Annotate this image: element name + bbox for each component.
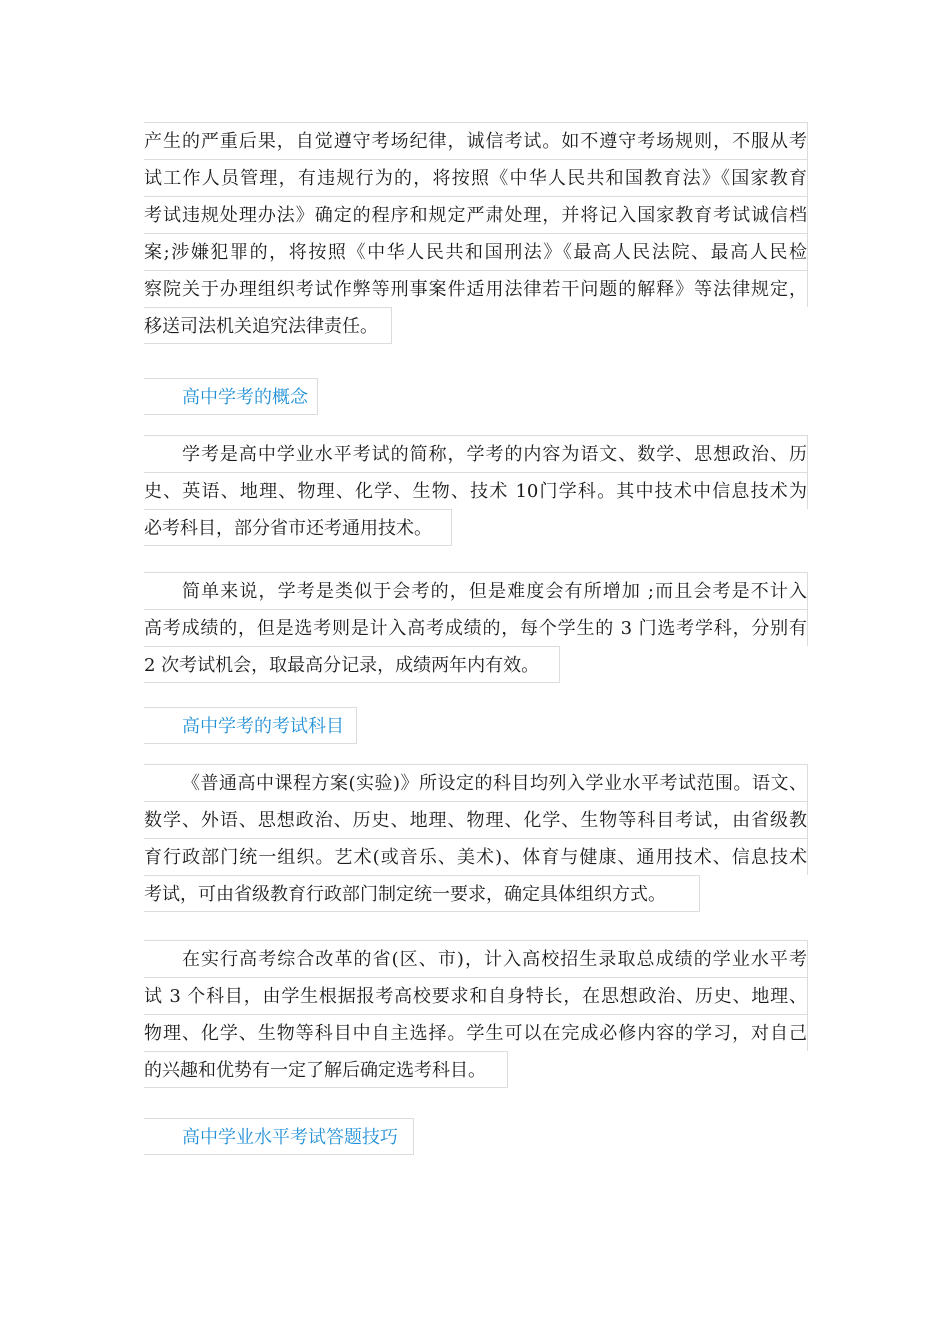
- section-heading-tips: 高中学业水平考试答题技巧: [144, 1118, 414, 1155]
- text-line: 移送司法机关追究法律责任。: [144, 307, 392, 344]
- text-line: 2 次考试机会，取最高分记录，成绩两年内有效。: [144, 646, 560, 683]
- section-heading-subjects: 高中学考的考试科目: [144, 707, 357, 744]
- text-line: 简单来说，学考是类似于会考的，但是难度会有所增加 ;而且会考是不计入: [144, 572, 808, 609]
- text-line: 必考科目，部分省市还考通用技术。: [144, 509, 452, 546]
- text-line: 察院关于办理组织考试作弊等刑事案件适用法律若干问题的解释》等法律规定，: [144, 270, 808, 307]
- text-line: 育行政部门统一组织。艺术(或音乐、美术)、体育与健康、通用技术、信息技术: [144, 838, 808, 875]
- paragraph-legal-consequences: [144, 122, 808, 344]
- paragraph-concept: [144, 435, 808, 546]
- section-heading-concept: 高中学考的概念: [144, 378, 318, 415]
- paragraph-curriculum: [144, 764, 808, 912]
- text-line: 试工作人员管理，有违规行为的，将按照《中华人民共和国教育法》《国家教育: [144, 159, 808, 196]
- text-line: 考试违规处理办法》确定的程序和规定严肃处理，并将记入国家教育考试诚信档: [144, 196, 808, 233]
- text-line: 产生的严重后果，自觉遵守考场纪律，诚信考试。如不遵守考场规则，不服从考: [144, 122, 808, 159]
- text-line: 高考成绩的，但是选考则是计入高考成绩的，每个学生的 3 门选考学科，分别有: [144, 609, 808, 646]
- text-line: 在实行高考综合改革的省(区、市)，计入高校招生录取总成绩的学业水平考: [144, 940, 808, 977]
- text-line: 史、英语、地理、物理、化学、生物、技术 10门学科。其中技术中信息技术为: [144, 472, 808, 509]
- paragraph-selection: [144, 940, 808, 1088]
- text-line: 物理、化学、生物等科目中自主选择。学生可以在完成必修内容的学习，对自己: [144, 1014, 808, 1051]
- text-line: 的兴趣和优势有一定了解后确定选考科目。: [144, 1051, 508, 1088]
- text-line: 《普通高中课程方案(实验)》所设定的科目均列入学业水平考试范围。语文、: [144, 764, 808, 801]
- text-line: 考试，可由省级教育行政部门制定统一要求，确定具体组织方式。: [144, 875, 700, 912]
- text-line: 数学、外语、思想政治、历史、地理、物理、化学、生物等科目考试，由省级教: [144, 801, 808, 838]
- text-line: 试 3 个科目，由学生根据报考高校要求和自身特长，在思想政治、历史、地理、: [144, 977, 808, 1014]
- paragraph-comparison: [144, 572, 808, 683]
- text-line: 学考是高中学业水平考试的简称，学考的内容为语文、数学、思想政治、历: [144, 435, 808, 472]
- text-line: 案;涉嫌犯罪的，将按照《中华人民共和国刑法》《最高人民法院、最高人民检: [144, 233, 808, 270]
